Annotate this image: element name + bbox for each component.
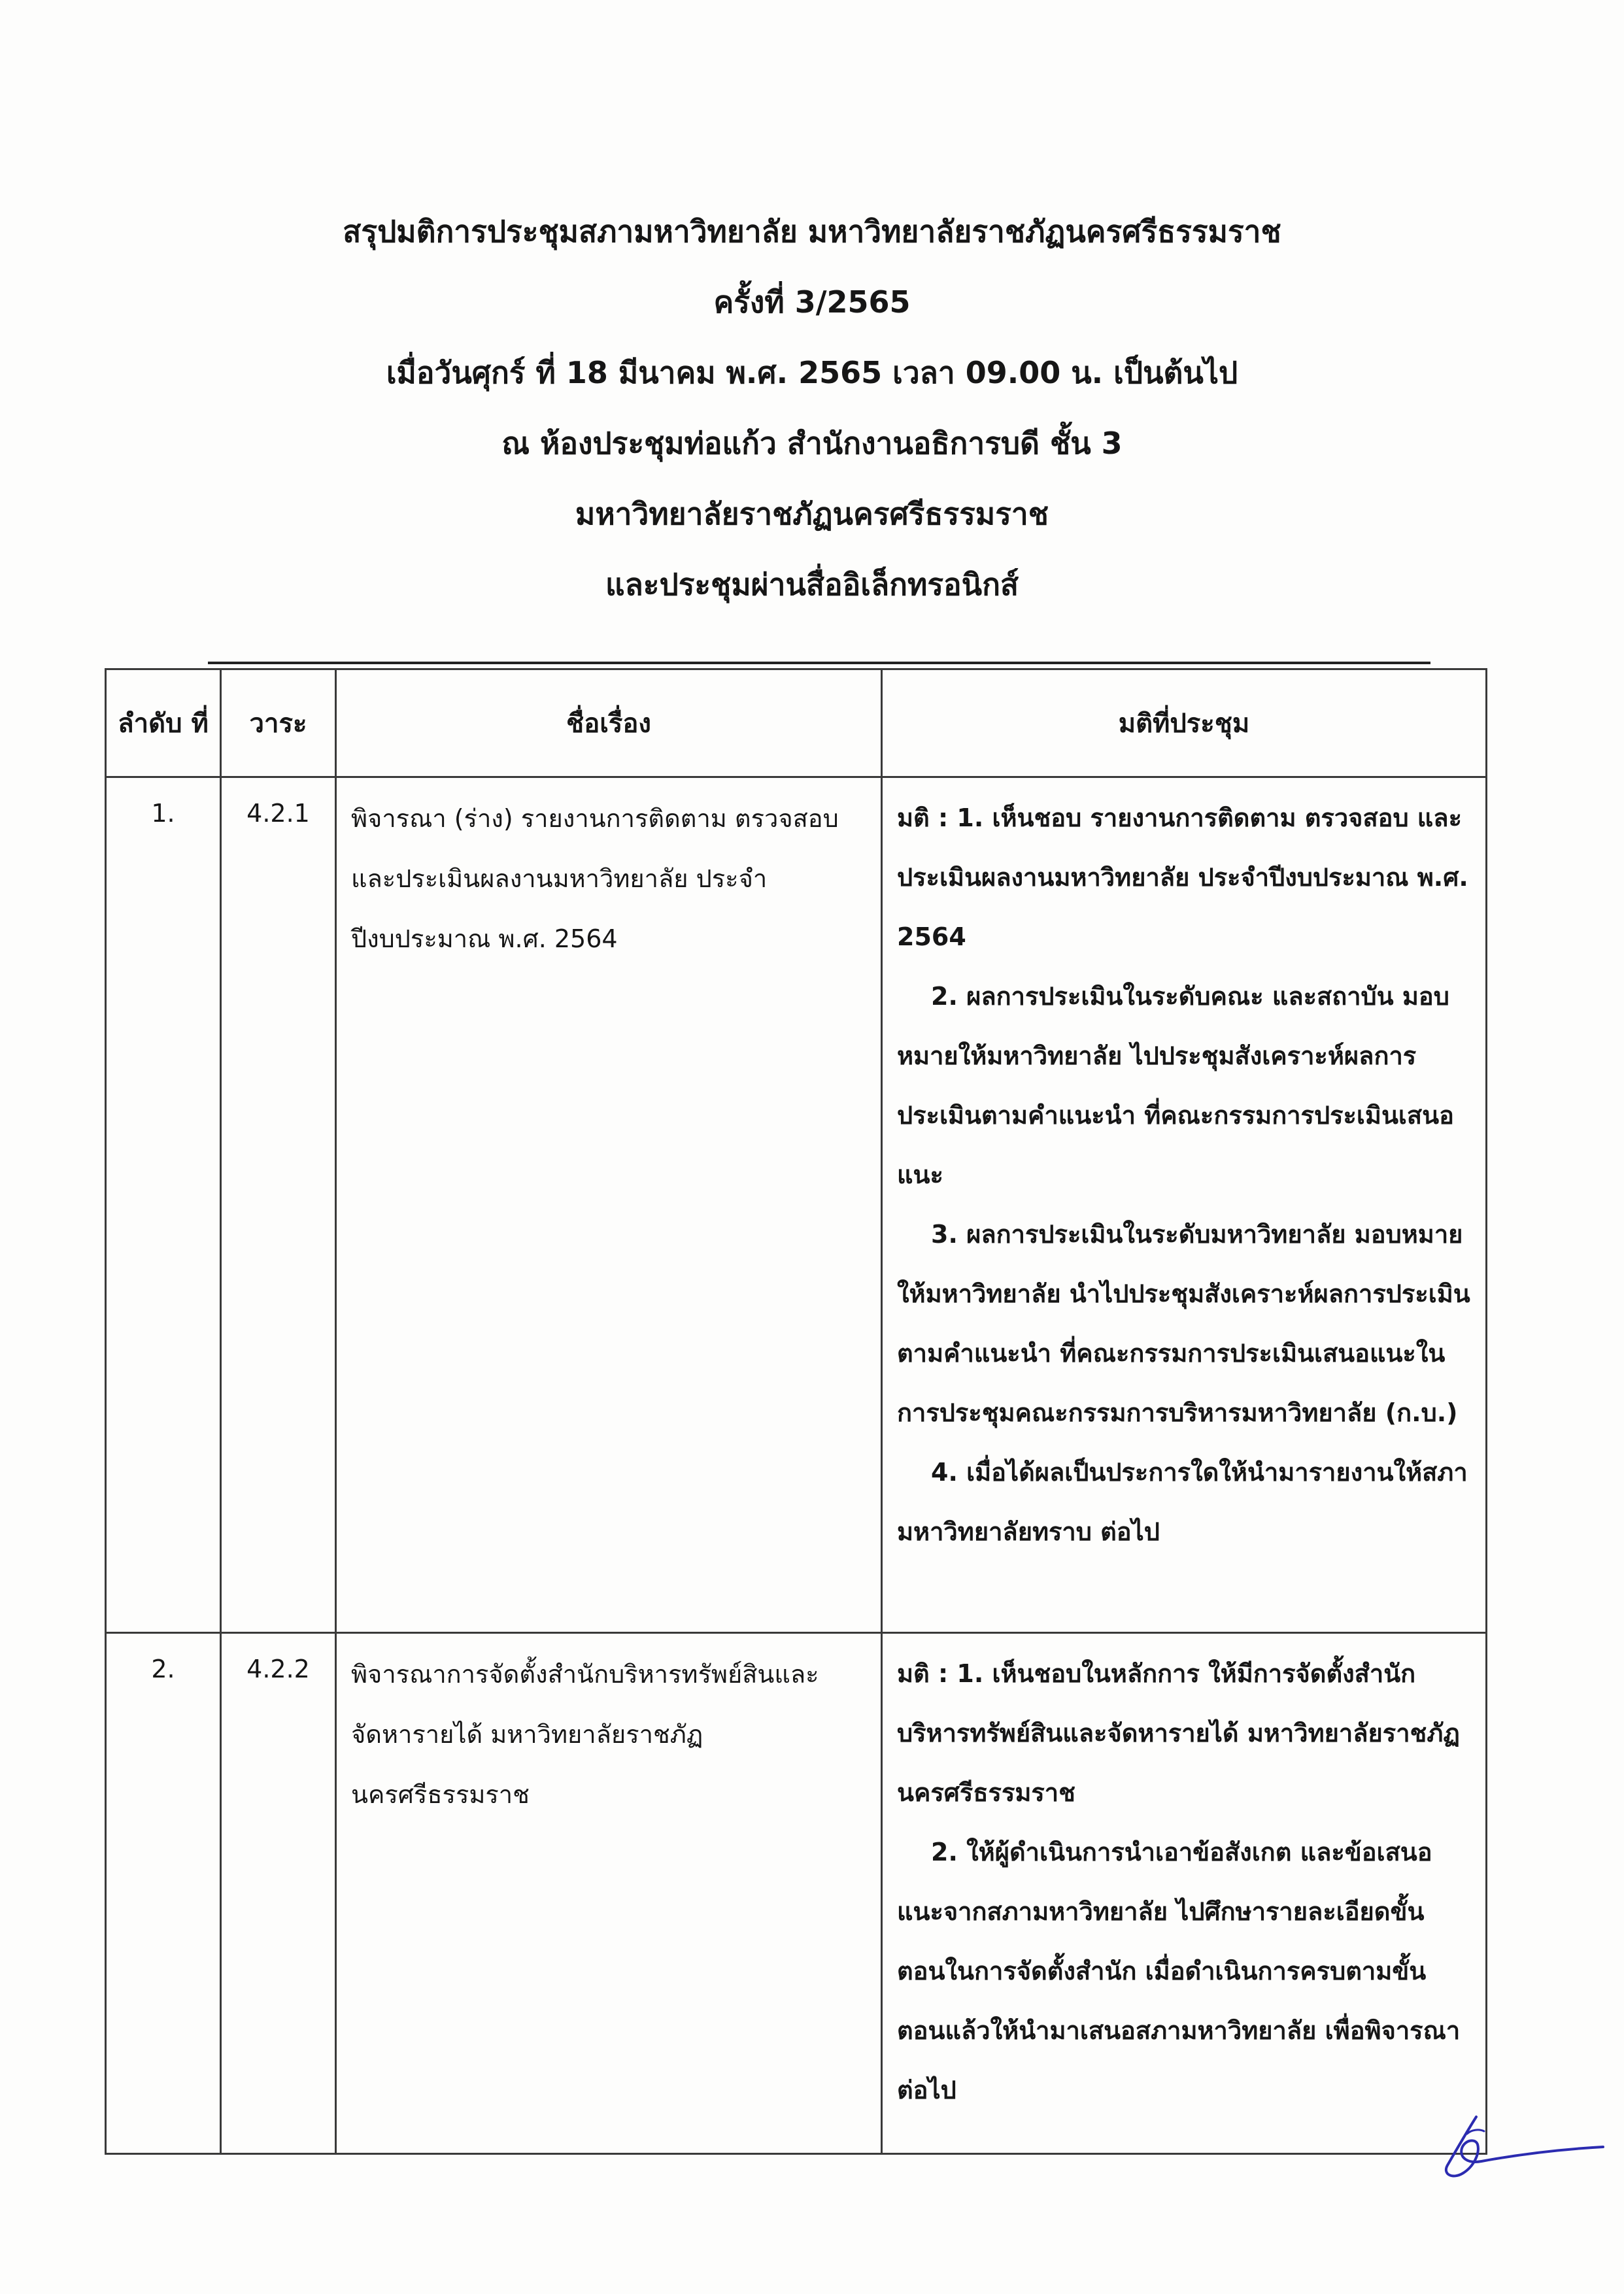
header-agenda: วาระ (221, 669, 336, 777)
resolution-item: 4. เมื่อได้ผลเป็นประการใดให้นำมารายงานให้สภามหาวิทยาลัยทราบ ต่อไป (897, 1458, 1468, 1546)
resolution-item: มติ : 1. เห็นชอบ รายงานการติดตาม ตรวจสอบ และประเมินผลงานมหาวิทยาลัย ประจำปีงบประมาณ พ.ศ. 2564 (897, 803, 1468, 951)
header-topic: ชื่อเรื่อง (336, 669, 882, 777)
row-number: 1. (106, 777, 221, 1633)
signature-icon (1419, 2112, 1608, 2184)
table-row (106, 1633, 1487, 2154)
meeting-number: ครั้งที่ 3/2565 (713, 284, 911, 320)
university-name: มหาวิทยาลัยราชภัฏนครศรีธรรมราช (575, 496, 1049, 531)
title-line: สรุปมติการประชุมสภามหาวิทยาลัย มหาวิทยาลัยราชภัฏนครศรีธรรมราช (343, 214, 1281, 249)
header-resolution: มติที่ประชุม (882, 669, 1487, 777)
topic-text: พิจารณาการจัดตั้งสำนักบริหารทรัพย์สินและจัดหารายได้ มหาวิทยาลัยราชภัฏนครศรีธรรมราช (336, 1633, 882, 2154)
meeting-mode: และประชุมผ่านสื่ออิเล็กทรอนิกส์ (605, 567, 1019, 602)
resolution-item: มติ : 1. เห็นชอบในหลักการ ให้มีการจัดตั้งสำนักบริหารทรัพย์สินและจัดหารายได้ มหาวิทยาลัยราชภัฏนครศรีธรรมราช (897, 1659, 1460, 1807)
meeting-date: เมื่อวันศุกร์ ที่ 18 มีนาคม พ.ศ. 2565 เวลา 09.00 น. เป็นต้นไป (386, 355, 1238, 390)
row-number: 2. (106, 1633, 221, 2154)
header-no: ลำดับ ที่ (106, 669, 221, 777)
resolution-item: 2. ให้ผู้ดำเนินการนำเอาข้อสังเกต และข้อเสนอแนะจากสภามหาวิทยาลัย ไปศึกษารายละเอียดขั้นตอนในการจัดตั้งสำนัก เมื่อดำเนินการครบตามขั้นตอนแล้วให้นำมาเสนอสภามหาวิทยาลัย เพื่อพิจารณาต่อไป (897, 1838, 1461, 2104)
table-row (106, 777, 1487, 1633)
meeting-venue: ณ ห้องประชุมท่อแก้ว สำนักงานอธิการบดี ชั้น 3 (501, 426, 1123, 461)
resolution-cell (882, 777, 1487, 1633)
table-header-row (106, 669, 1487, 777)
resolutions-table (105, 668, 1487, 2155)
agenda-number: 4.2.2 (221, 1633, 336, 2154)
resolution-item: 3. ผลการประเมินในระดับมหาวิทยาลัย มอบหมายให้มหาวิทยาลัย นำไปประชุมสังเคราะห์ผลการประเมินตามคำแนะนำ ที่คณะกรรมการประเมินเสนอแนะในการประชุมคณะกรรมการบริหารมหาวิทยาลัย (ก.บ.) (897, 1220, 1470, 1427)
document-header (0, 196, 1624, 620)
resolution-cell (882, 1633, 1487, 2154)
topic-text: พิจารณา (ร่าง) รายงานการติดตาม ตรวจสอบ และประเมินผลงานมหาวิทยาลัย ประจำปีงบประมาณ พ.ศ. 2564 (336, 777, 882, 1633)
divider-line (208, 662, 1430, 664)
resolution-item: 2. ผลการประเมินในระดับคณะ และสถาบัน มอบหมายให้มหาวิทยาลัย ไปประชุมสังเคราะห์ผลการประเมินตามคำแนะนำ ที่คณะกรรมการประเมินเสนอแนะ (897, 982, 1454, 1189)
agenda-number: 4.2.1 (221, 777, 336, 1633)
